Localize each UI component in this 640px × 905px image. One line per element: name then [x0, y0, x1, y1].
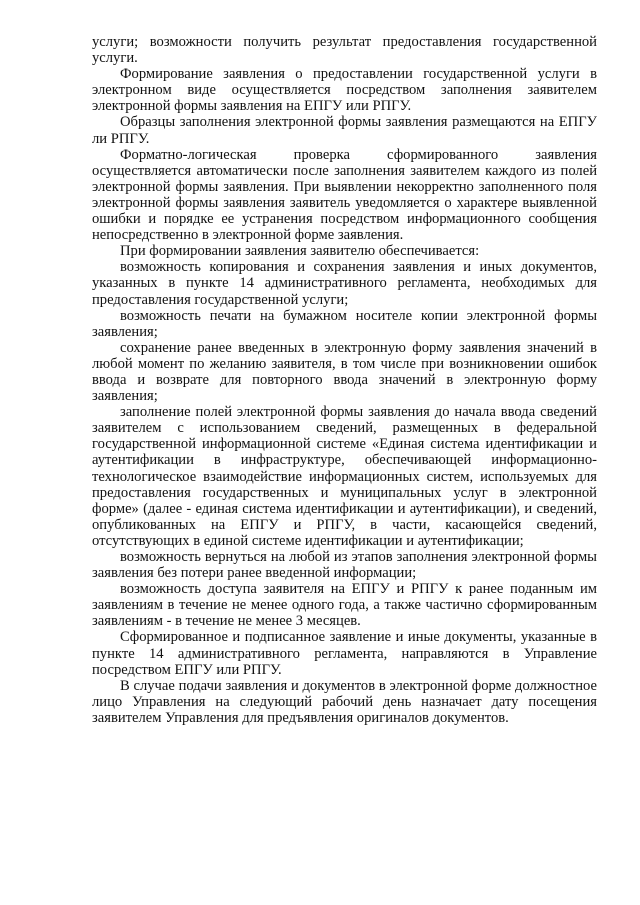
paragraph: Формирование заявления о предоставлении государственной услуги в электронном виде осуществляется посредством заполнения заявителем электронной формы заявления на ЕПГУ или РПГУ.	[92, 66, 597, 115]
document-page	[92, 34, 597, 726]
list-item: возможность копирования и сохранения заявления и иных документов, указанных в пункте 14 административного регламента, необходимых для предоставления государственной услуги;	[92, 259, 597, 308]
list-item: сохранение ранее введенных в электронную форму заявления значений в любой момент по желанию заявителя, в том числе при возникновении ошибок ввода и возврате для повторного ввода значений в электронную форму заявления;	[92, 339, 597, 405]
paragraph: Сформированное и подписанное заявление и иные документы, указанные в пункте 14 административного регламента, направляются в Управление посредством ЕПГУ или РПГУ.	[92, 629, 597, 678]
list-item: заполнение полей электронной формы заявления до начала ввода сведений заявителем с использованием сведений, размещенных в федеральной государственной информационной системе «Единая система идентификации и аутентификации в инфраструктуре, обеспечивающей информационно-технологическое взаимодействие информационных систем, используемых для предоставления государственных и муниципальных услуг в электронной форме» (далее - единая система идентификации и аутентификации), и сведений, опубликованных на ЕПГУ и РПГУ, в части, касающейся сведений, отсутствующих в единой системе идентификации и аутентификации;	[92, 404, 597, 549]
list-item: возможность вернуться на любой из этапов заполнения электронной формы заявления без потери ранее введенной информации;	[92, 549, 597, 582]
paragraph: Образцы заполнения электронной формы заявления размещаются на ЕПГУ ли РПГУ.	[92, 114, 597, 147]
list-item: возможность печати на бумажном носителе копии электронной формы заявления;	[92, 307, 597, 340]
paragraph: В случае подачи заявления и документов в электронной форме должностное лицо Управления на следующий рабочий день назначает дату посещения заявителем Управления для предъявления оригиналов документов.	[92, 677, 597, 726]
paragraph: При формировании заявления заявителю обеспечивается:	[120, 243, 480, 260]
paragraph: Форматно-логическая проверка сформированного заявления осуществляется автоматически после заполнения заявителем каждого из полей электронной формы заявления. При выявлении некорректно заполненного поля электронной формы заявления заявитель уведомляется о характере выявленной ошибки и порядке ее устранения посредством информационного сообщения непосредственно в электронной форме заявления.	[92, 146, 597, 244]
paragraph: услуги; возможности получить результат предоставления государственной услуги.	[92, 34, 597, 67]
list-item: возможность доступа заявителя на ЕПГУ и РПГУ к ранее поданным им заявлениям в течение не менее одного года, а также частично сформированным заявлениям - в течение не менее 3 месяцев.	[92, 581, 597, 630]
